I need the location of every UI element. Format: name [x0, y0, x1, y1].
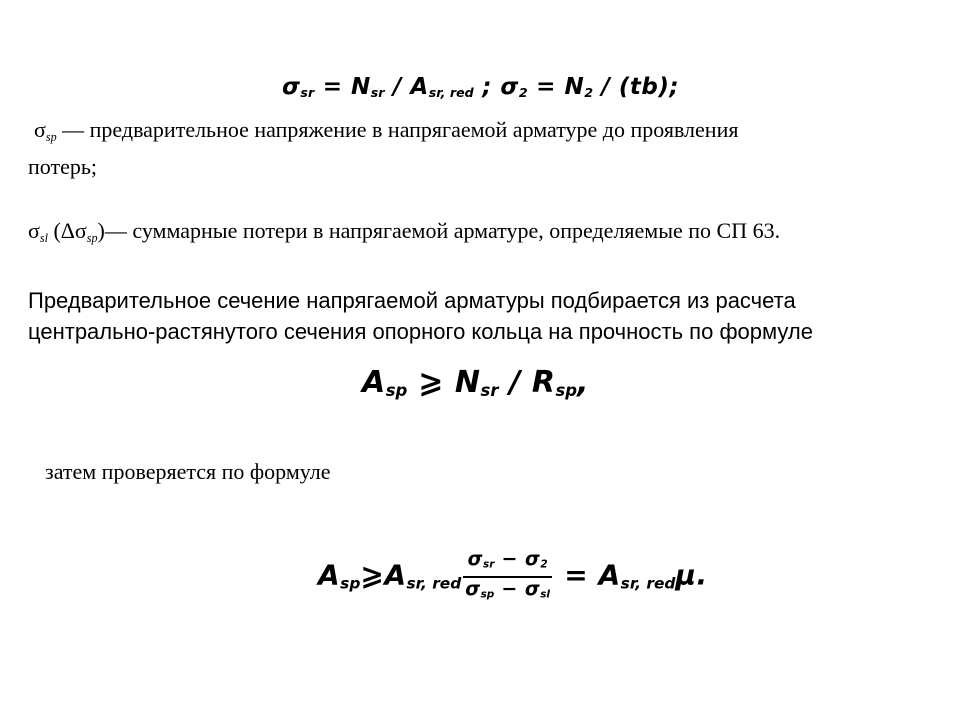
fraction [463, 548, 552, 605]
formula-area-selection: $A_{sp}$ ⩾ $N_{sr} / R_{sp}$, [362, 365, 589, 401]
definition-sigma-sp-line1: $\sigma_{sp}$ — предварительное напряжение в напрягаемой арматуре до проявления [34, 117, 739, 145]
paragraph-selection-line1: Предварительное сечение напрягаемой арматуры подбирается из расчета [28, 288, 796, 313]
definition-sigma-sp-line2: потерь; [28, 154, 98, 179]
formula-stress-definitions: $\sigma_{sr} = N_{sr} / A_{sr, red}$ ; $\sigma_2 = N_2 / (tb)$; [282, 74, 680, 101]
paragraph-check: затем проверяется по формуле [45, 459, 331, 484]
formula-area-check: $A_{sp}⩾A_{sr, red}$ $\frac{\sigma_{sr} - \sigma_2}{\sigma_{sp} - \sigma_{sl}}$ = $A_{sr, red}\mu$. [318, 548, 708, 605]
paragraph-selection-line2: центрально-растянутого сечения опорного кольца на прочность по формуле [28, 319, 813, 344]
definition-sigma-sl: $\sigma_{sl}$ $(\Delta\sigma_{sp})—$ суммарные потери в напрягаемой арматуре, определяемые по СП 63. [28, 218, 781, 246]
fraction-numerator: $\sigma_{sr} - \sigma_2$ [463, 548, 552, 578]
fraction-denominator: $\sigma_{sp} - \sigma_{sl}$ [465, 577, 551, 601]
sigma-sr-symbol: σ [282, 74, 301, 100]
